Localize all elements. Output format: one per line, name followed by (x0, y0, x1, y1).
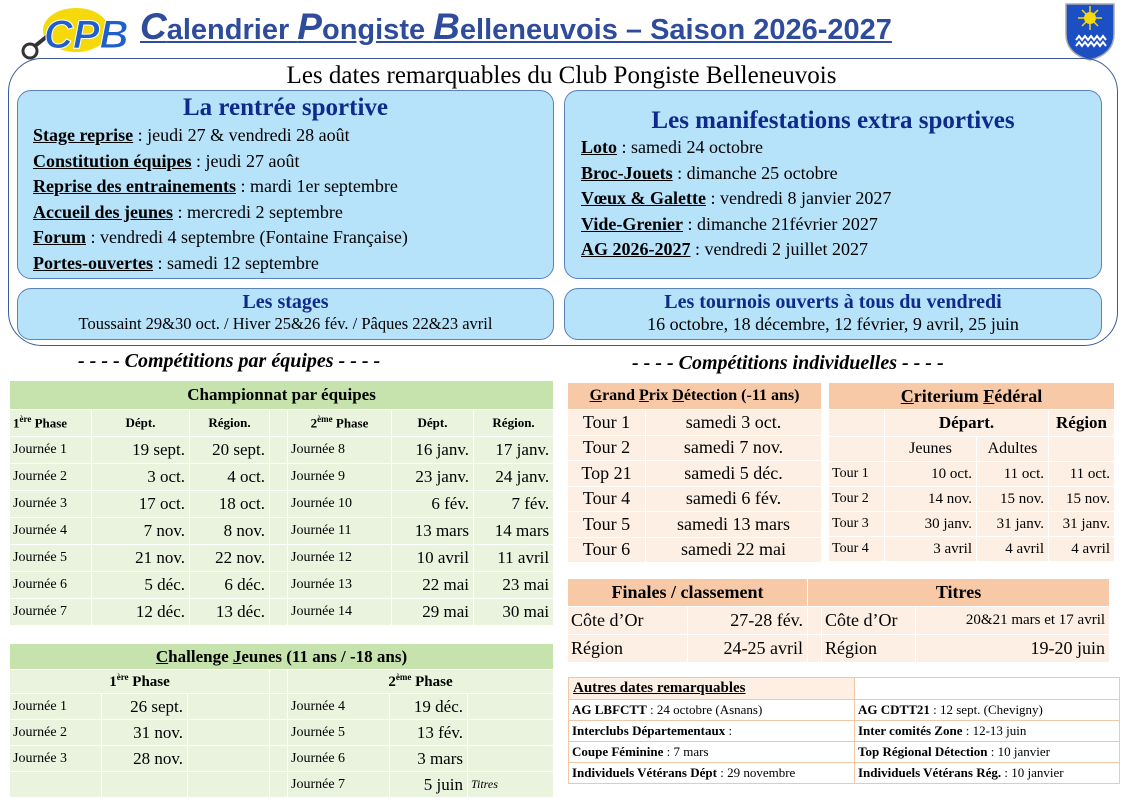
manif-item-key: Vœux & Galette (581, 188, 706, 208)
table-cell: 31 janv. (977, 512, 1049, 537)
table-cell: 22 nov. (190, 545, 270, 572)
manif-item-value: : dimanche 21février 2027 (682, 213, 878, 234)
table-cell (569, 721, 855, 742)
table-cell: 23 janv. (392, 464, 474, 491)
criterium-table (828, 382, 1115, 562)
table-cell: Journée 11 (288, 518, 392, 545)
table-cell: Journée 7 (10, 599, 92, 626)
manif-item (581, 135, 1101, 161)
manif-item (581, 237, 1101, 263)
manif-item (581, 212, 1101, 238)
criterium-title: Criterium Fédéral (829, 383, 1115, 410)
table-cell: Journée 9 (288, 464, 392, 491)
table-cell: 6 fév. (392, 491, 474, 518)
rentree-item-value: : jeudi 27 août (191, 150, 300, 171)
table-cell (188, 746, 270, 772)
manif-item-value: : vendredi 8 janvier 2027 (705, 188, 892, 208)
manif-item (581, 161, 1101, 187)
table-cell (188, 720, 270, 746)
challenge-row (10, 746, 554, 772)
grand-prix-row (568, 486, 822, 512)
table-cell (270, 437, 288, 464)
autres-key: AG LBFCTT (572, 702, 647, 717)
table-cell: Journée 3 (10, 491, 92, 518)
rentree-item (33, 200, 553, 226)
autres-value: : 12 sept. (Chevigny) (929, 702, 1043, 717)
table-cell: samedi 6 fév. (646, 486, 822, 512)
finales-header: Finales / classement (568, 579, 808, 607)
table-cell: samedi 5 déc. (646, 461, 822, 487)
table-cell (855, 742, 1120, 763)
finales-row (568, 607, 1110, 635)
table-cell: 20&21 mars et 17 avril (916, 607, 1110, 635)
table-cell: 10 avril (392, 545, 474, 572)
table-cell: 31 janv. (1049, 512, 1115, 537)
tournois-text: 16 octobre, 18 décembre, 12 février, 9 avril, 25 juin (647, 314, 1019, 334)
title-part-1: alendrier (166, 14, 298, 46)
table-cell: Côte d’Or (568, 607, 688, 635)
rentree-item-value: : mardi 1er septembre (235, 176, 398, 196)
criterium-row (829, 462, 1115, 487)
championnat-table (9, 380, 554, 626)
dept-header: Dépt. (92, 410, 190, 437)
autres-row (569, 721, 1120, 742)
table-cell: Région (822, 635, 916, 663)
tournois-box (564, 288, 1102, 340)
table-cell: Tour 5 (568, 512, 646, 538)
table-cell: 3 avril (885, 537, 977, 562)
autres-key: Inter comités Zone (858, 723, 963, 738)
remarkable-dates-title: Les dates remarquables du Club Pongiste Belleneuvois (286, 62, 837, 89)
table-cell: 4 oct. (190, 464, 270, 491)
table-cell: Journée 4 (288, 694, 390, 720)
coat-of-arms-icon (1062, 0, 1118, 62)
table-cell (270, 720, 288, 746)
autres-value: : 24 octobre (Asnans) (646, 702, 763, 717)
rentree-item-key: Portes-ouvertes (33, 252, 153, 273)
table-cell: Journée 5 (288, 720, 390, 746)
table-cell: Journée 8 (288, 437, 392, 464)
championnat-row (10, 572, 554, 599)
club-logo-icon (14, 4, 129, 60)
manif-item-value: : vendredi 2 juillet 2027 (690, 239, 868, 259)
table-cell: 6 déc. (190, 572, 270, 599)
criterium-jeunes: Jeunes (885, 437, 977, 462)
grand-prix-table (567, 382, 822, 563)
manif-item (581, 186, 1101, 212)
rentree-item-value: : mercredi 2 septembre (172, 201, 343, 222)
phase-2-header: 2ème Phase (288, 410, 392, 437)
table-cell: 11 oct. (977, 462, 1049, 487)
table-cell: 31 nov. (102, 720, 188, 746)
table-cell: Journée 1 (10, 694, 102, 720)
table-cell: 21 nov. (92, 545, 190, 572)
section-team-competitions: - - - - Compétitions par équipes - - - - (78, 350, 381, 372)
table-cell: 22 mai (392, 572, 474, 599)
region-header: Région. (474, 410, 554, 437)
table-cell: 20 sept. (190, 437, 270, 464)
criterium-region: Région (1049, 410, 1115, 437)
table-cell (270, 694, 288, 720)
table-cell: Journée 13 (288, 572, 392, 599)
grand-prix-row (568, 461, 822, 487)
table-cell: 3 mars (390, 746, 468, 772)
challenge-row (10, 694, 554, 720)
table-cell: 28 nov. (102, 746, 188, 772)
manifestations-box (564, 90, 1102, 279)
criterium-row (829, 512, 1115, 537)
manif-item-value: : dimanche 25 octobre (672, 162, 838, 183)
challenge-phase-1: 1ère Phase (10, 670, 270, 694)
stages-text: Toussaint 29&30 oct. / Hiver 25&26 fév. / Pâques 22&23 avril (78, 314, 493, 333)
table-cell: 12 déc. (92, 599, 190, 626)
table-cell: 7 nov. (92, 518, 190, 545)
table-cell: Tour 3 (829, 512, 885, 537)
finales-table (567, 578, 1110, 663)
table-cell: Journée 12 (288, 545, 392, 572)
table-cell: Journée 2 (10, 720, 102, 746)
table-cell: Journée 4 (10, 518, 92, 545)
autres-key: Individuels Vétérans Rég. (858, 765, 1002, 780)
grand-prix-title: Grand Prix Détection (-11 ans) (568, 383, 822, 410)
table-cell (468, 694, 554, 720)
table-cell (569, 763, 855, 784)
table-cell: Tour 4 (568, 486, 646, 512)
grand-prix-row (568, 512, 822, 538)
table-cell: 19 sept. (92, 437, 190, 464)
autres-value: : (725, 723, 733, 738)
championnat-row (10, 518, 554, 545)
table-cell (468, 720, 554, 746)
table-cell: 14 nov. (885, 487, 977, 512)
championnat-row (10, 437, 554, 464)
criterium-adultes: Adultes (977, 437, 1049, 462)
rentree-item-key: Reprise des entrainements (33, 176, 236, 196)
table-cell: 4 avril (977, 537, 1049, 562)
rentree-item-key: Accueil des jeunes (33, 201, 173, 222)
autres-key: AG CDTT21 (858, 702, 930, 717)
grand-prix-row (568, 410, 822, 436)
table-cell: 4 avril (1049, 537, 1115, 562)
table-cell: Top 21 (568, 461, 646, 487)
table-cell: 13 déc. (190, 599, 270, 626)
manif-item-key: AG 2026-2027 (581, 239, 691, 259)
table-cell (808, 607, 822, 635)
table-cell: 27-28 fév. (688, 607, 808, 635)
autres-value: : 10 janvier (1001, 765, 1064, 780)
table-cell (270, 491, 288, 518)
rentree-item (33, 174, 553, 200)
table-cell: 30 mai (474, 599, 554, 626)
challenge-title: Challenge Jeunes (11 ans / -18 ans) (10, 644, 554, 670)
table-cell: Journée 5 (10, 545, 92, 572)
challenge-row (10, 720, 554, 746)
section-individual-competitions: - - - - Compétitions individuelles - - - - (632, 352, 944, 374)
rentree-item (33, 225, 553, 251)
finales-row (568, 635, 1110, 663)
rentree-item (33, 149, 553, 175)
table-cell: Tour 2 (568, 435, 646, 461)
stages-title: Les stages (242, 291, 329, 313)
table-cell: Région (568, 635, 688, 663)
title-part-2: ongiste (321, 14, 434, 46)
title-cap-2: P (297, 6, 322, 47)
table-cell (188, 694, 270, 720)
rentree-item-value: : vendredi 4 septembre (Fontaine Française) (86, 227, 408, 247)
table-cell: samedi 3 oct. (646, 410, 822, 436)
table-cell (855, 721, 1120, 742)
criterium-row (829, 537, 1115, 562)
autres-row (569, 763, 1120, 784)
table-cell (102, 772, 188, 798)
autres-key: Coupe Féminine (572, 744, 664, 759)
table-cell: Tour 1 (829, 462, 885, 487)
table-cell: Titres (468, 772, 554, 798)
table-cell: 13 fév. (390, 720, 468, 746)
table-cell (188, 772, 270, 798)
autres-value: : 10 janvier (987, 744, 1050, 759)
table-cell: 3 oct. (92, 464, 190, 491)
autres-row (569, 742, 1120, 763)
table-cell: Journée 6 (10, 572, 92, 599)
title-part-3: elleneuvois – Saison 2026-2027 (459, 14, 892, 46)
table-cell: 23 mai (474, 572, 554, 599)
challenge-table (9, 643, 554, 798)
autres-key: Individuels Vétérans Dépt (572, 765, 717, 780)
table-cell: 14 mars (474, 518, 554, 545)
rentree-item (33, 123, 553, 149)
table-cell: 19 déc. (390, 694, 468, 720)
criterium-row (829, 487, 1115, 512)
manif-item-key: Loto (581, 137, 617, 157)
rentree-box (17, 90, 554, 279)
table-cell (468, 746, 554, 772)
table-cell: 5 déc. (92, 572, 190, 599)
rentree-item-key: Forum (33, 227, 86, 247)
table-cell (270, 518, 288, 545)
table-cell: 16 janv. (392, 437, 474, 464)
autres-row (569, 700, 1120, 721)
table-cell: 24 janv. (474, 464, 554, 491)
table-cell (270, 545, 288, 572)
rentree-item-value: : samedi 12 septembre (152, 252, 319, 273)
table-cell (270, 464, 288, 491)
table-cell: Journée 14 (288, 599, 392, 626)
table-cell (10, 772, 102, 798)
criterium-depart: Départ. (885, 410, 1049, 437)
table-cell (808, 635, 822, 663)
table-cell: Journée 1 (10, 437, 92, 464)
grand-prix-row (568, 435, 822, 461)
autres-key: Interclubs Départementaux (572, 723, 726, 738)
rentree-item-key: Stage reprise (33, 125, 134, 145)
championnat-row (10, 599, 554, 626)
table-cell: 11 oct. (1049, 462, 1115, 487)
table-cell: Journée 10 (288, 491, 392, 518)
table-cell (270, 772, 288, 798)
table-cell: 8 nov. (190, 518, 270, 545)
grand-prix-row (568, 537, 822, 563)
table-cell: 17 janv. (474, 437, 554, 464)
manif-item-key: Broc-Jouets (581, 162, 673, 183)
table-cell: 29 mai (392, 599, 474, 626)
table-cell: 19-20 juin (916, 635, 1110, 663)
championnat-row (10, 464, 554, 491)
stages-box (17, 288, 554, 340)
table-cell: 13 mars (392, 518, 474, 545)
autres-value: : 12-13 juin (962, 723, 1027, 738)
rentree-title: La rentrée sportive (182, 94, 389, 121)
table-cell (855, 763, 1120, 784)
challenge-row (10, 772, 554, 798)
table-cell: 11 avril (474, 545, 554, 572)
title-cap-3: B (433, 6, 460, 47)
table-cell: Journée 7 (288, 772, 390, 798)
region-header: Région. (190, 410, 270, 437)
table-cell: Journée 6 (288, 746, 390, 772)
logo-text: CPB (44, 13, 129, 57)
manifestations-title: Les manifestations extra sportives (651, 107, 1015, 134)
manif-item-key: Vide-Grenier (581, 213, 683, 234)
championnat-row (10, 545, 554, 572)
rentree-item (33, 251, 553, 277)
dept-header: Dépt. (392, 410, 474, 437)
autres-dates-title: Autres dates remarquables (569, 678, 855, 700)
table-cell (270, 746, 288, 772)
page-title (140, 6, 892, 48)
table-cell: Tour 6 (568, 537, 646, 563)
autres-value: : 7 mars (663, 744, 709, 759)
titres-header: Titres (808, 579, 1110, 607)
table-cell: 26 sept. (102, 694, 188, 720)
title-cap-1: C (140, 6, 167, 47)
table-cell: 5 juin (390, 772, 468, 798)
rentree-item-key: Constitution équipes (33, 150, 192, 171)
autres-dates-table (568, 677, 1120, 784)
table-cell (569, 700, 855, 721)
table-cell: 15 nov. (977, 487, 1049, 512)
table-cell: Journée 2 (10, 464, 92, 491)
championnat-row (10, 491, 554, 518)
table-cell: 30 janv. (885, 512, 977, 537)
table-cell (855, 700, 1120, 721)
rentree-item-value: : jeudi 27 & vendredi 28 août (133, 125, 350, 145)
championnat-title: Championnat par équipes (10, 381, 554, 410)
manif-item-value: : samedi 24 octobre (617, 137, 763, 157)
table-cell: Tour 1 (568, 410, 646, 436)
table-cell: Journée 3 (10, 746, 102, 772)
table-cell (270, 599, 288, 626)
table-cell: 18 oct. (190, 491, 270, 518)
table-cell: 15 nov. (1049, 487, 1115, 512)
table-cell: Tour 2 (829, 487, 885, 512)
tournois-title: Les tournois ouverts à tous du vendredi (664, 291, 1002, 313)
table-cell: 10 oct. (885, 462, 977, 487)
table-cell: Tour 4 (829, 537, 885, 562)
table-cell: 17 oct. (92, 491, 190, 518)
table-cell: samedi 22 mai (646, 537, 822, 563)
table-cell (270, 572, 288, 599)
challenge-phase-2: 2ème Phase (288, 670, 554, 694)
table-cell (569, 742, 855, 763)
phase-1-header: 1ère Phase (10, 410, 92, 437)
table-cell: 24-25 avril (688, 635, 808, 663)
autres-value: : 29 novembre (716, 765, 796, 780)
table-cell: 7 fév. (474, 491, 554, 518)
table-cell: samedi 13 mars (646, 512, 822, 538)
table-cell: samedi 7 nov. (646, 435, 822, 461)
autres-key: Top Régional Détection (858, 744, 988, 759)
table-cell: Côte d’Or (822, 607, 916, 635)
